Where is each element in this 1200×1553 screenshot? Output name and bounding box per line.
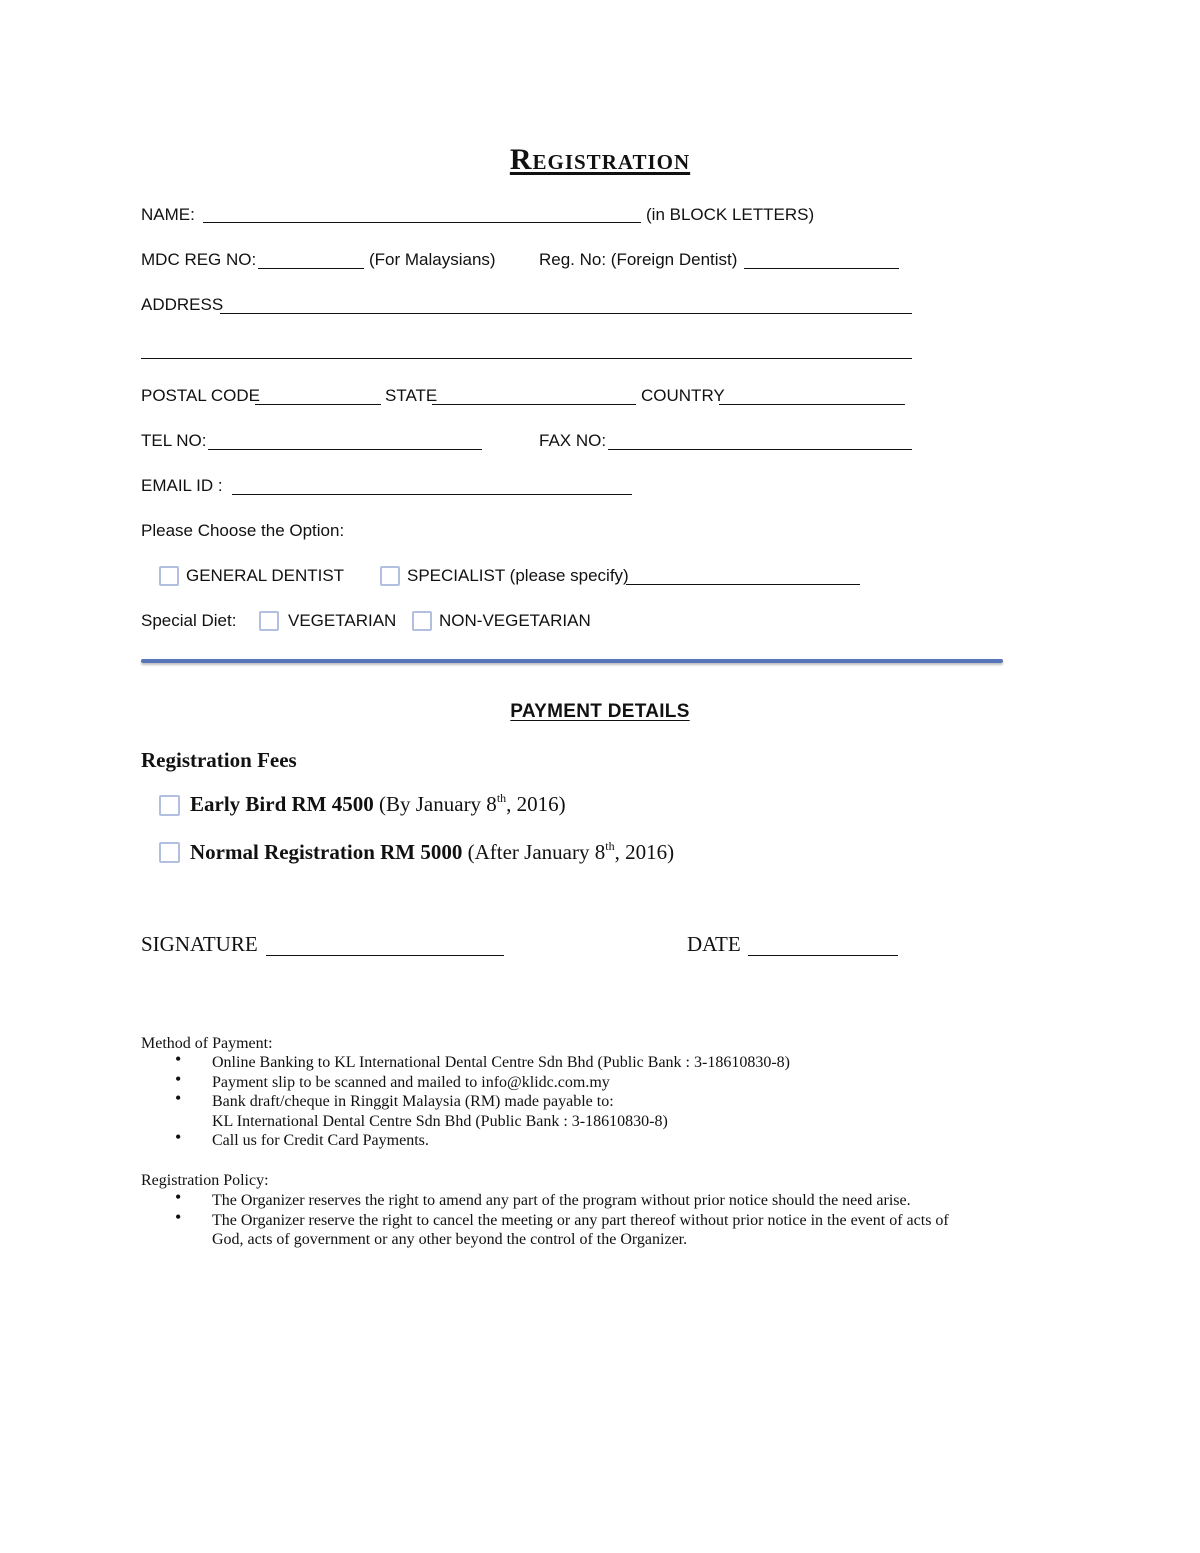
normal-registration-price: Normal Registration RM 5000 — [190, 840, 463, 864]
normal-registration-checkbox[interactable] — [159, 842, 180, 863]
fax-field[interactable] — [608, 449, 912, 450]
payment-method-item: • Call us for Credit Card Payments. — [175, 1131, 790, 1151]
foreign-reg-label: Reg. No: (Foreign Dentist) — [539, 250, 738, 269]
state-label: STATE — [385, 386, 438, 405]
form-title-text: Registration — [509, 143, 691, 176]
non-vegetarian-checkbox[interactable] — [412, 611, 432, 631]
country-field[interactable] — [719, 404, 905, 405]
payment-details-title-text: PAYMENT DETAILS — [510, 701, 690, 722]
early-bird-price: Early Bird RM 4500 — [190, 792, 374, 816]
tel-field[interactable] — [208, 449, 482, 450]
name-field[interactable] — [203, 222, 641, 223]
postal-code-field[interactable] — [255, 404, 381, 405]
signature-label: SIGNATURE — [141, 932, 258, 956]
early-bird-option — [190, 792, 566, 817]
policy-item — [175, 1211, 949, 1250]
payment-method-item-line: KL International Dental Centre Sdn Bhd (Public Bank : 3-18610830-8) — [212, 1112, 668, 1130]
payment-method-item-line: Bank draft/cheque in Ringgit Malaysia (RM) made payable to: — [212, 1093, 614, 1111]
tel-label: TEL NO: — [141, 431, 207, 450]
early-bird-date-year: , 2016) — [506, 792, 566, 816]
vegetarian-checkbox[interactable] — [259, 611, 279, 631]
normal-registration-date-prefix: (After January 8 — [462, 840, 606, 864]
signature-field[interactable] — [266, 955, 504, 956]
address-label: ADDRESS — [141, 295, 224, 314]
payment-method-item: • Payment slip to be scanned and mailed to info@klidc.com.my — [175, 1073, 790, 1093]
mdc-reg-hint: (For Malaysians) — [369, 250, 496, 269]
mdc-reg-label: MDC REG NO: — [141, 250, 257, 269]
normal-registration-option — [190, 840, 674, 865]
method-of-payment-heading: Method of Payment: — [141, 1035, 273, 1052]
early-bird-checkbox[interactable] — [159, 795, 180, 816]
email-field[interactable] — [232, 494, 632, 495]
policy-item-line: God, acts of government or any other beyond the control of the Organizer. — [212, 1231, 688, 1249]
registration-policy-heading: Registration Policy: — [141, 1172, 269, 1189]
form-title — [0, 143, 1200, 177]
email-label: EMAIL ID : — [141, 476, 223, 495]
specialist-label: SPECIALIST (please specify) — [407, 566, 629, 585]
vegetarian-label: VEGETARIAN — [288, 611, 397, 630]
mdc-reg-field[interactable] — [258, 268, 364, 269]
specialist-specify-field[interactable] — [626, 584, 860, 585]
normal-registration-date-year: , 2016) — [614, 840, 675, 864]
payment-method-item — [175, 1092, 790, 1131]
special-diet-label: Special Diet: — [141, 611, 237, 630]
payment-method-item: • Online Banking to KL International Dental Centre Sdn Bhd (Public Bank : 3-18610830-8) — [175, 1053, 790, 1073]
payment-methods-list — [175, 1053, 790, 1151]
registration-fees-heading: Registration Fees — [141, 748, 297, 772]
general-dentist-checkbox[interactable] — [159, 566, 179, 586]
section-divider — [141, 659, 1003, 663]
early-bird-date-prefix: (By January 8 — [373, 792, 497, 816]
name-label: NAME: — [141, 205, 195, 224]
country-label: COUNTRY — [641, 386, 725, 405]
early-bird-date-suffix: th — [496, 791, 507, 805]
fax-label: FAX NO: — [539, 431, 607, 450]
date-field[interactable] — [748, 955, 898, 956]
general-dentist-label: GENERAL DENTIST — [186, 566, 345, 585]
name-hint: (in BLOCK LETTERS) — [646, 205, 815, 224]
date-label: DATE — [687, 932, 741, 956]
state-field[interactable] — [432, 404, 636, 405]
address-field-line-1[interactable] — [220, 313, 912, 314]
address-field-line-2[interactable] — [141, 358, 912, 359]
foreign-reg-field[interactable] — [744, 268, 899, 269]
policy-item: • The Organizer reserves the right to amend any part of the program without prior notice should the need arise. — [175, 1191, 949, 1211]
registration-policy-list — [175, 1191, 949, 1250]
normal-registration-date-suffix: th — [605, 839, 615, 853]
option-prompt: Please Choose the Option: — [141, 521, 345, 540]
specialist-checkbox[interactable] — [380, 566, 400, 586]
postal-code-label: POSTAL CODE — [141, 386, 261, 405]
non-vegetarian-label: NON-VEGETARIAN — [439, 611, 591, 630]
payment-details-title — [0, 701, 1200, 723]
policy-item-line: The Organizer reserve the right to cancel the meeting or any part thereof without prior notice in the event of acts of — [212, 1211, 949, 1229]
